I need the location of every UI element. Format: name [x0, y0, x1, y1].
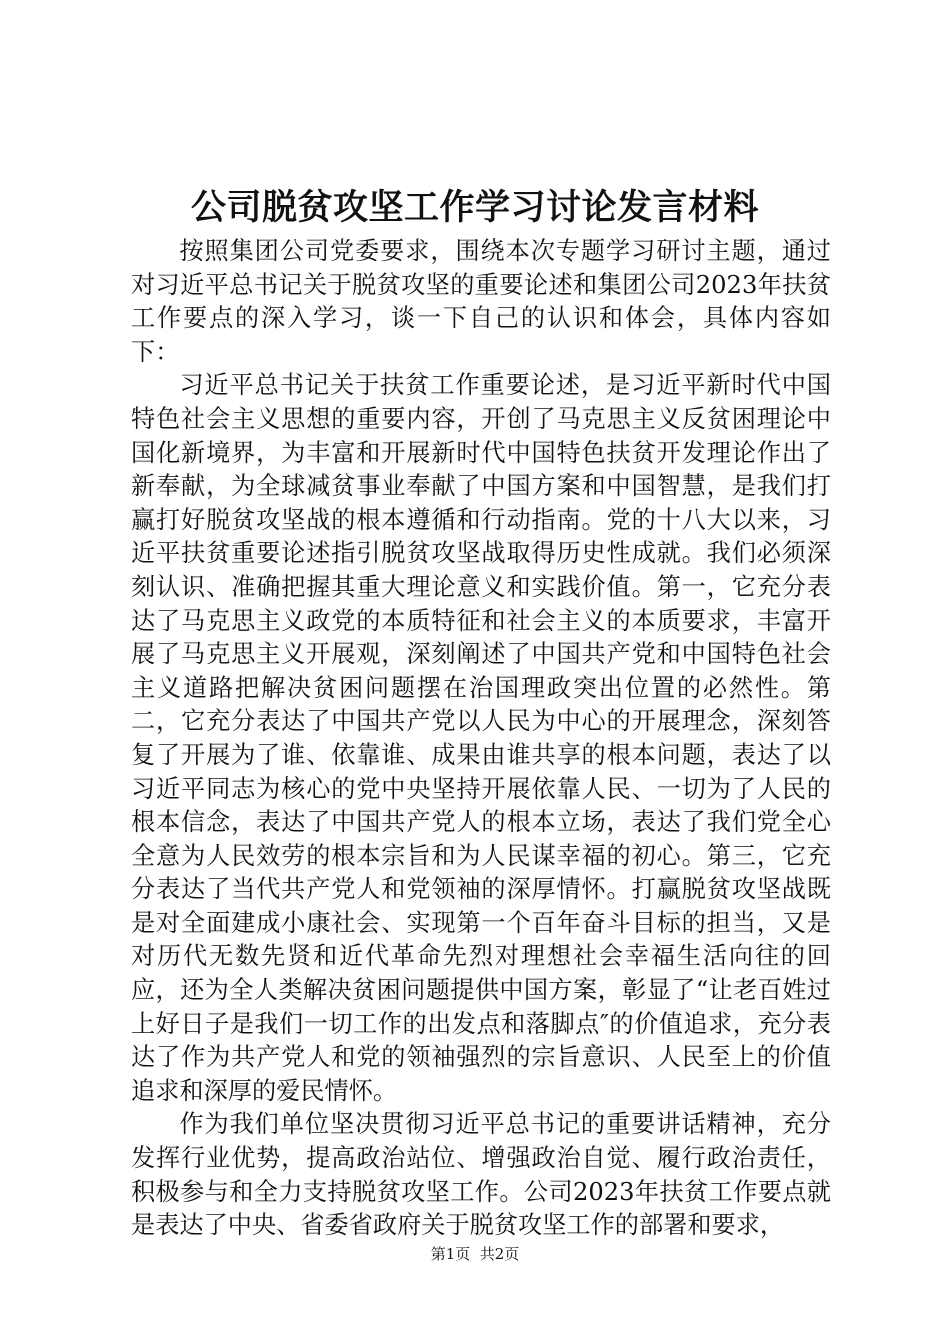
paragraph-company-work: 作为我们单位坚决贯彻习近平总书记的重要讲话精神，充分发挥行业优势，提高政治站位、增强政治自觉、履行政治责任，积极参与和全力支持脱贫攻坚工作。公司2023年扶贫工作要点就是表达了中央、省委省政府关于脱贫攻坚工作的部署和要求，	[131, 1110, 831, 1240]
page-footer	[0, 1243, 950, 1265]
paragraph-discussion: 习近平总书记关于扶贫工作重要论述，是习近平新时代中国特色社会主义思想的重要内容，开创了马克思主义反贫困理论中国化新境界，为丰富和开展新时代中国特色扶贫开发理论作出了新奉献，为全球减贫事业奉献了中国方案和中国智慧，是我们打赢打好脱贫攻坚战的根本遵循和行动指南。党的十八大以来，习近平扶贫重要论述指引脱贫攻坚战取得历史性成就。我们必须深刻认识、准确把握其重大理论意义和实践价值。第一，它充分表达了马克思主义政党的本质特征和社会主义的本质要求，丰富开展了马克思主义开展观，深刻阐述了中国共产党和中国特色社会主义道路把解决贫困问题摆在治国理政突出位置的必然性。第二，它充分表达了中国共产党以人民为中心的开展理念，深刻答复了开展为了谁、依靠谁、成果由谁共享的根本问题，表达了以习近平同志为核心的党中央坚持开展依靠人民、一切为了人民的根本信念，表达了中国共产党人的根本立场，表达了我们党全心全意为人民效劳的根本宗旨和为人民谋幸福的初心。第三，它充分表达了当代共产党人和党领袖的深厚情怀。打赢脱贫攻坚战既是对全面建成小康社会、实现第一个百年奋斗目标的担当，又是对历代无数先贤和近代革命先烈对理想社会幸福生活向往的回应，还为全人类解决贫困问题提供中国方案，彰显了“让老百姓过上好日子是我们一切工作的出发点和落脚点″的价值追求，充分表达了作为共产党人和党的领袖强烈的宗旨意识、人民至上的价值追求和深厚的爱民情怀。	[131, 371, 831, 1105]
page-number: 第1页 共2页	[430, 1245, 520, 1263]
document-title: 公司脱贫攻坚工作学习讨论发言材料	[190, 187, 759, 228]
document-body	[131, 235, 831, 1243]
paragraph-intro: 按照集团公司党委要求，围绕本次专题学习研讨主题，通过对习近平总书记关于脱贫攻坚的重要论述和集团公司2023年扶贫工作要点的深入学习，谈一下自己的认识和体会，具体内容如下：	[131, 237, 831, 366]
